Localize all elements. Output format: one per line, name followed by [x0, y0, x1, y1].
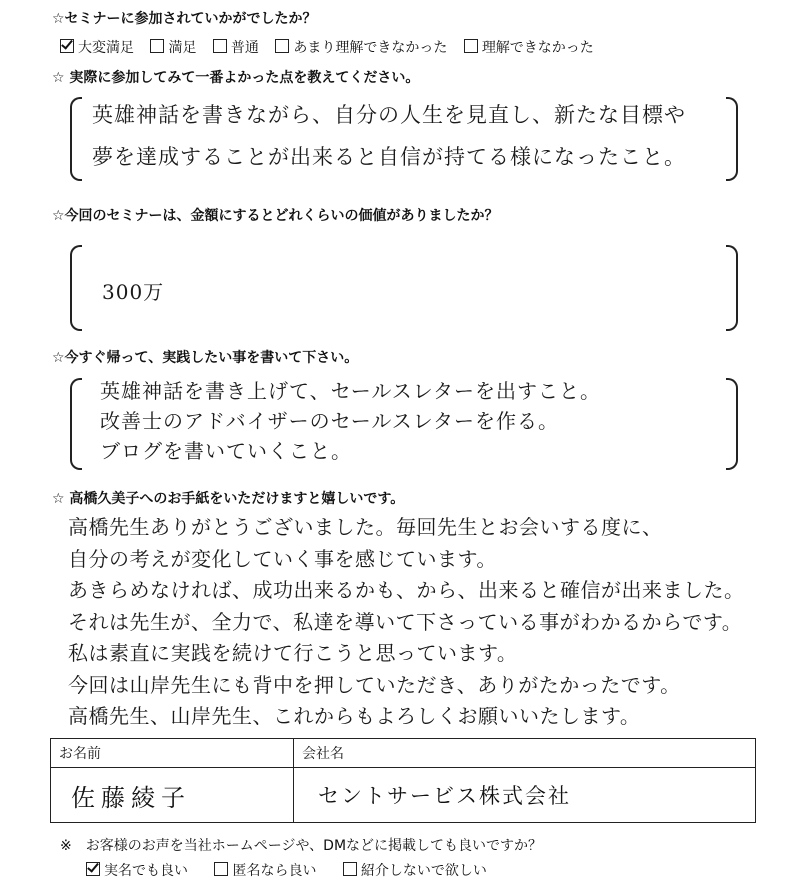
option-not-understood[interactable] [464, 40, 594, 56]
letter-line: 今回は山岸先生にも背中を押していただき、ありがたかったです。 [68, 672, 681, 697]
option-label: 実名でも良い [104, 863, 188, 879]
answer-line: 夢を達成することが出来ると自信が持てる様になったこと。 [92, 145, 686, 169]
company-value: セントサービス株式会社 [294, 768, 756, 823]
answer-best-point [92, 94, 686, 178]
letter-line: 私は素直に実践を続けて行こうと思っています。 [68, 641, 518, 665]
checkbox-anonymous[interactable] [214, 862, 228, 876]
bracket-right [726, 245, 738, 331]
bracket-left [70, 245, 82, 331]
letter-line: それは先生が、全力で、私達を導いて下さっている事がわかるからです。 [68, 609, 743, 634]
option-label: あまり理解できなかった [293, 40, 448, 56]
checkbox-normal[interactable] [213, 39, 227, 53]
answer-line: 改善士のアドバイザーのセールスレターを作る。 [100, 409, 559, 433]
name-header: お名前 [51, 739, 294, 768]
checkbox-very-satisfied[interactable] [60, 39, 74, 53]
answer-line: 英雄神話を書き上げて、セールスレターを出すこと。 [100, 379, 601, 403]
bracket-left [70, 97, 82, 181]
option-real-name[interactable] [86, 863, 188, 879]
question-action: ☆今すぐ帰って、実践したい事を書いて下さい。 [52, 350, 359, 366]
answer-action [100, 376, 601, 466]
option-label: 匿名なら良い [232, 863, 317, 879]
option-satisfied[interactable] [150, 40, 196, 56]
question-value: ☆今回のセミナーは、金額にするとどれくらいの価値がありましたか？ [52, 208, 499, 224]
question-best-point: ☆ 実際に参加してみて一番よかった点を教えてください。 [52, 70, 420, 86]
option-label: 普通 [230, 40, 259, 56]
option-anonymous[interactable] [214, 863, 316, 879]
name-company-table [50, 738, 756, 823]
question-satisfaction: ☆セミナーに参加されていかがでしたか？ [52, 11, 317, 27]
question-letter: ☆ 高橋久美子へのお手紙をいただけますと嬉しいです。 [52, 491, 405, 507]
bracket-left [70, 378, 82, 470]
option-label: 理解できなかった [481, 40, 594, 56]
letter-line: 高橋先生、山岸先生、これからもよろしくお願いいたします。 [68, 704, 641, 728]
checkbox-not-well-understood[interactable] [275, 39, 289, 53]
option-label: 満足 [168, 40, 197, 56]
option-do-not-introduce[interactable] [343, 863, 487, 879]
letter-line: あきらめなければ、成功出来るかも、から、出来ると確信が出来ました。 [68, 578, 745, 602]
letter-line: 高橋先生ありがとうございました。毎回先生とお会いする度に、 [68, 515, 663, 539]
option-very-satisfied[interactable] [60, 40, 134, 56]
checkbox-not-understood[interactable] [464, 39, 478, 53]
checkbox-real-name[interactable] [86, 862, 100, 876]
bracket-right [726, 97, 738, 181]
bracket-right [726, 378, 738, 470]
answer-line: 英雄神話を書きながら、自分の人生を見直し、新たな目標や [92, 103, 686, 127]
answer-line: ブログを書いていくこと。 [100, 439, 352, 463]
option-normal[interactable] [213, 40, 259, 56]
name-value: 佐藤綾子 [51, 768, 294, 823]
letter-body [68, 512, 745, 733]
letter-line: 自分の考えが変化していく事を感じています。 [68, 546, 497, 571]
checkbox-satisfied[interactable] [150, 39, 164, 53]
answer-value: 300万 [102, 280, 165, 304]
checkbox-do-not-introduce[interactable] [343, 862, 357, 876]
satisfaction-options [60, 37, 606, 57]
consent-options [86, 860, 499, 880]
company-header: 会社名 [294, 739, 756, 768]
consent-question: ※ お客様のお声を当社ホームページや、DMなどに掲載しても良いですか？ [60, 838, 543, 854]
option-not-well-understood[interactable] [275, 40, 447, 56]
option-label: 大変満足 [78, 40, 134, 56]
option-label: 紹介しないで欲しい [360, 863, 487, 879]
